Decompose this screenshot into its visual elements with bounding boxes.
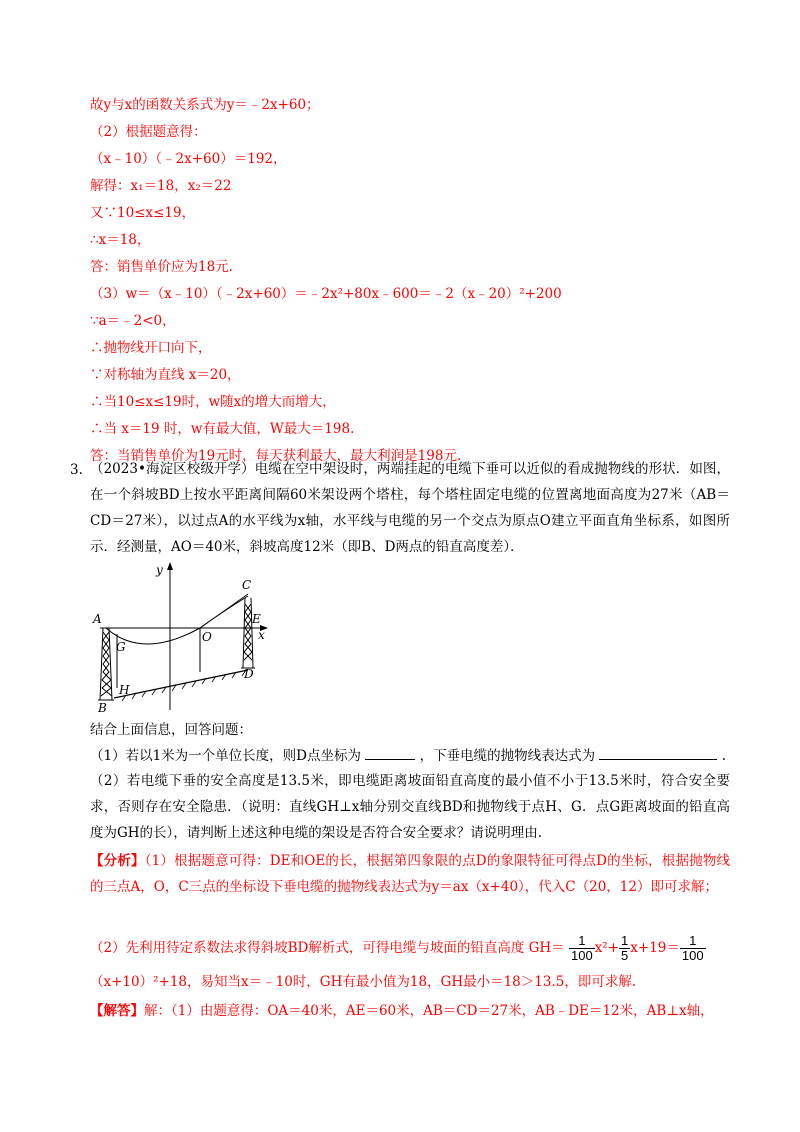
solution-line: ∴当10≤x≤19时，w随x的增大而增大， (90, 394, 336, 410)
label-A: A (93, 612, 102, 626)
prompt: 结合上面信息，回答问题： (90, 722, 252, 738)
y-axis-arrow (167, 562, 173, 570)
blank-parabola-expression[interactable] (599, 759, 717, 760)
solution-line: 解得：x₁＝18，x₂＝22 (90, 178, 232, 194)
label-E: E (252, 612, 261, 626)
solution-line: 故y与x的函数关系式为y＝﹣2x+60； (90, 97, 320, 113)
right-tower (241, 598, 255, 668)
label-y: y (156, 563, 163, 577)
label-G: G (116, 640, 126, 654)
part-1: （1）若以1米为一个单位长度，则D点坐标为 ，下垂电缆的抛物线表达式为 . (90, 748, 726, 764)
label-D: D (244, 667, 254, 681)
solution-line: ∵对称轴为直线 x＝20， (90, 367, 241, 383)
blank-d-coordinate[interactable] (365, 759, 415, 760)
cable-parabola (106, 596, 248, 644)
part-2: （2）若电缆下垂的安全高度是13.5米，即电缆距离坡面铅直高度的最小值不小于13.5米时，符合安全要求，否则存在安全隐患．（说明：直线GH⊥x轴分别交直线BD和抛物线于点H、G．点G距离坡面的铅直高度为GH的长），请判断上述这种电缆的架设是否符合安全要求？请说明理由. (90, 773, 730, 841)
cable-figure (92, 560, 282, 712)
analysis-2-line-1: （2）先利用待定系数法求得斜坡BD解析式，可得电缆与坡面的铅直高度 GH＝ $\frac{1}{100}$ x²+ $\frac{1}{5}$ x+19＝ $\frac{1}{100}$ (90, 933, 704, 963)
slope-bd (114, 670, 248, 698)
left-tower (98, 628, 114, 700)
solution-line: ∴抛物线开口向下， (90, 340, 212, 356)
analysis-1: 【分析】（1）根据题意可得：DE和OE的长，根据第四象限的点D的象限特征可得点D的坐标，根据抛物线的三点A，O，C三点的坐标设下垂电缆的抛物线表达式为y＝ax（x+40），代入C（20，12）即可求解； (90, 853, 730, 895)
solution-line: （2）根据题意得： (90, 124, 207, 140)
label-O: O (202, 630, 212, 644)
solution-line: ∵a＝﹣2<0， (90, 313, 176, 329)
cable-secant (200, 594, 248, 628)
answer-1: 【解答】解：（1）由题意得：OA＝40米，AE＝60米，AB＝CD＝27米，AB﹣DE＝12米，AB⊥x轴， (90, 1003, 714, 1019)
solution-line: ∴x＝18， (90, 232, 151, 248)
label-C: C (242, 578, 252, 592)
solution-line: 答：当销售单价为19元时，每天获利最大，最大利润是198元. (90, 448, 462, 464)
analysis-2-line-2: （x+10）²+18，易知当x＝﹣10时，GH有最小值为18，GH最小＝18＞13.5，即可求解. (90, 974, 637, 990)
label-x: x (258, 628, 265, 642)
solution-line: （3）w＝（x﹣10）（﹣2x+60）＝﹣2x²+80x﹣600＝﹣2（x﹣20）²+200 (90, 286, 562, 302)
solution-line: 又∵10≤x≤19， (90, 205, 196, 221)
question-number: 3. (70, 462, 83, 478)
label-H: H (119, 683, 130, 697)
question-intro: （2023•海淀区校级开学）电缆在空中架设时，两端挂起的电缆下垂可以近似的看成抛物线的形状．如图，在一个斜坡BD上按水平距离间隔60米架设两个塔柱，每个塔柱固定电缆的位置离地面高度为27米（AB＝CD＝27米），以过点A的水平线为x轴，水平线与电缆的另一个交点为原点O建立平面直角坐标系，如图所示．经测量，AO＝40米，斜坡高度12米（即B、D两点的铅直高度差）． (90, 461, 730, 555)
label-B: B (98, 701, 107, 712)
solution-line: 答：销售单价应为18元. (90, 259, 233, 275)
solution-line: （x﹣10）（﹣2x+60）＝192， (90, 151, 287, 167)
solution-line: ∴当 x＝19 时，w有最大值，W最大＝198. (90, 421, 355, 437)
